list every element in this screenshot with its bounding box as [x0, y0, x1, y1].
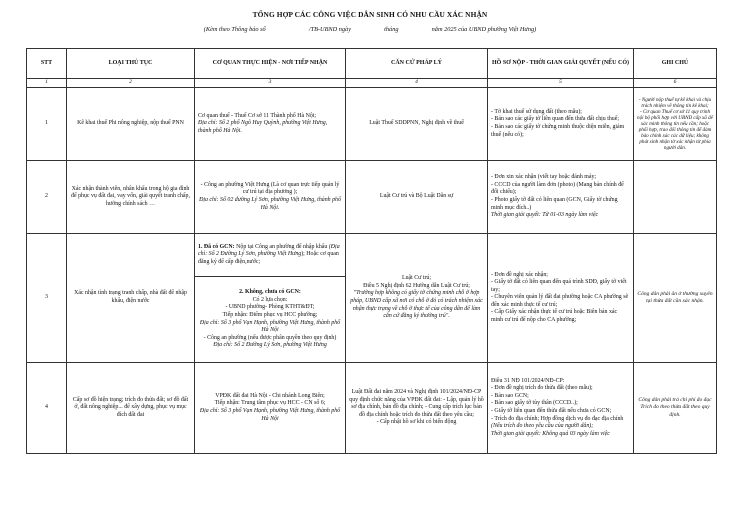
table-row [27, 88, 717, 161]
row-documents [488, 363, 634, 454]
row-legal-basis [346, 234, 488, 363]
legal-line: Luật Đất đai năm 2024 và Nghị định 101/2024/NĐ-CP quy định chức năng của VPĐK đất đai: - Lập, quản lý hồ sơ địa chính, bản đồ địa chính; - Cung cấp trích lục bản đồ địa chính hoặc trích đo thửa đất theo yêu cầu; [349, 389, 484, 418]
row-documents [488, 88, 634, 161]
agency-address: Địa chỉ: Số 3 phố Vạn Hạnh, phường Việt Hưng, thành phố Hà Nội [199, 408, 341, 422]
table-row [27, 234, 717, 277]
agency-line: VPĐK đất đai Hà Nội - Chi nhánh Long Biên; [215, 392, 325, 399]
row-stt: 4 [27, 363, 67, 454]
col-number: 5 [488, 79, 634, 88]
col-number: 4 [346, 79, 488, 88]
header-ghi-chu: GHI CHÚ [634, 49, 717, 79]
document-item: - Trích đo địa chính; Hợp đồng dịch vụ đo đạc địa chính [491, 415, 624, 422]
col-number: 1 [27, 79, 67, 88]
row-agency [195, 161, 346, 234]
table-row [27, 161, 717, 234]
subtitle-part-d: năm 2025 của UBND phường Việt Hưng) [431, 26, 537, 33]
document-title: TỔNG HỢP CÁC CÔNG VIỆC DÂN SINH CÓ NHU CẦU XÁC NHẬN [252, 10, 488, 19]
subtitle-part-b: /TB-UBND ngày [308, 26, 351, 33]
row-stt: 2 [27, 161, 67, 234]
header-row [27, 49, 717, 79]
row-documents [488, 161, 634, 234]
agency-line: Có 2 lựa chọn: [252, 296, 288, 303]
document-item: - Giấy tờ liên quan đến thửa đất nếu chưa có GCN; [491, 408, 612, 414]
subtitle-part-a: (Kèm theo Thông báo số [203, 26, 266, 33]
document-item: - Đơn xin xác nhận (viết tay hoặc đánh máy; [491, 174, 597, 181]
document-item: - Photo giấy tờ đất có liên quan (GCN, Giấy tờ chứng minh mục đích..) [491, 197, 618, 211]
agency-line: - Công an phường Việt Hưng (Là cơ quan trực tiếp quản lý cư trú tại địa phương ); [200, 181, 340, 196]
row-legal-basis [346, 363, 488, 454]
row-procedure: Cấp sơ đồ hiện trạng; trích đo thửa đất; sơ đồ đất ở, đất nông nghiệp... để xây dựng, phục vụ mục đích đất đai [67, 363, 195, 454]
note-item: - Người nộp thuế tự kê khai và chịu trách nhiệm về thông tin kê khai; [638, 96, 712, 109]
header-ho-so: HỒ SƠ NỘP - THỜI GIAN GIẢI QUYẾT (NẾU CÓ) [488, 49, 634, 79]
document-item: (Nếu trích đo theo yêu cầu của người dân); [491, 423, 594, 430]
agency-address: Địa chỉ: Số 2 phố Ngô Huy Quỳnh, phường Việt Hưng, thành phố Hà Nội. [198, 120, 328, 134]
agency-line: Cơ quan thuế - Thuế Cơ sở 11 Thành phố Hà Nội; [198, 112, 317, 119]
header-co-quan: CƠ QUAN THỰC HIỆN - NƠI TIẾP NHẬN [195, 49, 346, 79]
agency-address: Địa chỉ: Số 3 phố Vạn Hạnh, phường Việt Hưng, thành phố Hà Nội [199, 319, 341, 334]
document-item: - Bản sao các giấy tờ chứng minh thuộc diện miễn, giảm thuế (nếu có); [491, 124, 625, 138]
column-number-row [27, 79, 717, 88]
document-item: - Đơn đề nghị trích đo thửa đất (theo mẫu); [491, 385, 593, 392]
option-label: 2. Không, chưa có GCN: [239, 289, 301, 296]
row-stt: 1 [27, 88, 67, 161]
agency-line: Tiếp nhận: Trung tâm phục vụ HCC - CN số 6; [214, 400, 326, 407]
legal-line: Luật Cư trú; [401, 275, 432, 282]
procedures-table [26, 48, 717, 454]
row-agency-option-2 [195, 277, 346, 363]
row-note [634, 88, 717, 161]
row-procedure: Xác nhận tình trạng tranh chấp, nhà đất để nhập khẩu, điện nước [67, 234, 195, 363]
processing-time: Thời gian giải quyết: Không quá 03 ngày làm việc [491, 430, 610, 437]
agency-line: - UBND phường- Phòng KTHT&ĐT; [225, 304, 315, 311]
header-loai-thu-tuc: LOẠI THỦ TỤC [67, 49, 195, 79]
document-item: - Tờ khai thuế sử dụng đất (theo mẫu); [491, 108, 582, 115]
row-note [634, 161, 717, 234]
document-subtitle [0, 26, 740, 33]
document-item: - Đơn đề nghị xác nhận; [491, 271, 548, 278]
agency-line: - Công an phường (nếu được phân quyền theo quy định) [203, 334, 337, 341]
document-item: - Bản sao GCN; [491, 392, 529, 399]
table-row [27, 363, 717, 454]
document-item: Điều 31 NĐ 101/2024/NĐ-CP: [491, 377, 565, 384]
header-can-cu: CĂN CỨ PHÁP LÝ [346, 49, 488, 79]
row-legal-basis: Luật Thuế SDDPNN, Nghị định về thuế [346, 88, 488, 161]
legal-quote: "Trường hợp không có giấy tờ chứng minh chỗ ở hợp pháp, UBND cấp xã nơi có chỗ ở đó có trách nhiệm xác nhận thực trạng về chỗ ở thực tế của công dân để làm căn cứ đăng ký thường trú". [350, 290, 483, 320]
header-stt: STT [27, 49, 67, 79]
row-documents [488, 234, 634, 363]
document-item: - CCCD của người làm đơn (photo) (Mang bản chính để đối chiếu); [491, 181, 624, 196]
row-procedure: Kê khai thuế Phi nông nghiệp, nộp thuế PNN [67, 88, 195, 161]
agency-address: Địa chỉ: Số 2 Đường Lý Sơn, phường Việt Hưng [213, 342, 327, 349]
agency-address: Địa chỉ: Số 02 đường Lý Sơn, phường Việt Hưng, thành phố Hà Nội. [199, 197, 341, 211]
legal-line: Điều 5 Nghị định 62 Hướng dẫn Luật Cư trú; [363, 282, 470, 289]
agency-line: Tiếp nhận: Điểm phục vụ HCC phường; [222, 311, 318, 318]
row-procedure: Xác nhận thành viên, nhân khẩu trong hộ gia đình để phục vụ đất đai, vay vốn, giải quyết tranh chấp, hưởng chính sách … [67, 161, 195, 234]
row-agency [195, 363, 346, 454]
agency-line: Nộp tại Công an phường để nhập khẩu [236, 243, 328, 250]
document-item: - Giấy tờ đất có liên quan đến quá trình SDĐ, giấy tờ viết tay; [491, 279, 627, 293]
agency-line: ); Hoặc cơ quan đăng ký để cấp điện,nước; [198, 251, 339, 265]
note-item: - Cơ quan Thuế cơ sở 11 quy trình nội bộ phối hợp với UBND cấp xã để xác minh thông tin nếu cần; hoặc phối hợp, trao đổi thông tin để đảm bảo chính xác các dữ liệu; không phát sinh nhận tờ xác nhận từ phía người dân. [637, 108, 713, 152]
document-item: - Cấp Giấy xác nhận thực tế cư trú hoặc Biên bản xác minh cư trú để nộp cho CA phường; [491, 309, 618, 323]
row-note: Công dân phải trả chi phí đo đạc Trích đo theo thửa đất theo quy định. [634, 363, 717, 454]
subtitle-part-c: tháng [384, 26, 399, 33]
row-agency-option-1 [195, 234, 346, 277]
row-note: Công dân phải ăn ở thường xuyên tại thửa đất cần xác nhận. [634, 234, 717, 363]
document-item: - Bản sao giấy tờ tùy thân (CCCD..); [491, 400, 578, 407]
row-legal-basis: Luật Cư trú và Bộ Luật Dân sự [346, 161, 488, 234]
option-label: 1. Đã có GCN: [198, 243, 235, 250]
col-number: 6 [634, 79, 717, 88]
legal-line: - Cấp nhật hồ sơ khi có biến động [376, 419, 457, 426]
col-number: 3 [195, 79, 346, 88]
col-number: 2 [67, 79, 195, 88]
processing-time: Thời gian giải quyết: Từ 01-03 ngày làm việc [491, 212, 599, 219]
agency-address: (Địa chỉ: Số 2 Đường Lý Sơn, phường Việt Hưng [198, 243, 340, 258]
document-item: - Chuyên viên quản lý đất đai phường hoặc CA phường sẽ đến xác minh thực tế cư trú; [491, 294, 629, 308]
row-stt: 3 [27, 234, 67, 363]
row-agency [195, 88, 346, 161]
document-item: - Bản sao các giấy tờ liên quan đến thửa đất chịu thuế; [491, 116, 620, 123]
